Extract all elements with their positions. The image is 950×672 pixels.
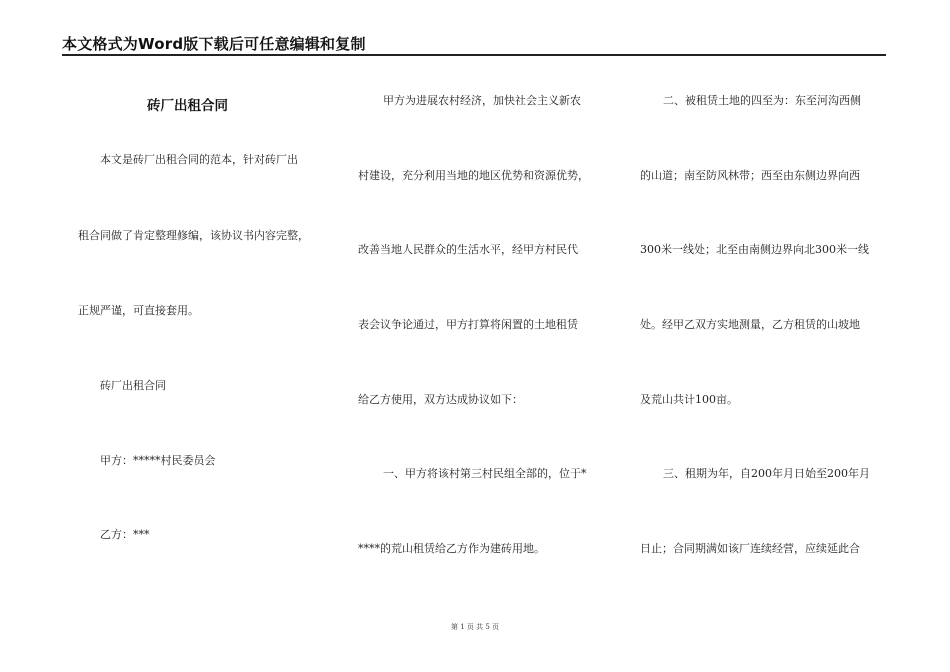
paragraph-line: 甲方为进展农村经济，加快社会主义新农: [383, 94, 581, 107]
paragraph-line: 300米一线处；北至由南侧边界向北300米一线: [640, 243, 869, 256]
paragraph-line: ****的荒山租赁给乙方作为建砖用地。: [358, 542, 545, 555]
paragraph-line: 的山道；南至防风林带；西至由东侧边界向西: [640, 169, 860, 182]
document-title: 砖厂出租合同: [147, 98, 228, 114]
party-b-line: 乙方：***: [100, 528, 150, 541]
paragraph-line: 租合同做了肯定整理修编，该协议书内容完整，: [78, 229, 309, 242]
paragraph-line: 村建设，充分利用当地的地区优势和资源优势，: [358, 169, 589, 182]
paragraph-line: 一、甲方将该村第三村民组全部的，位于*: [383, 467, 587, 480]
paragraph-line: 处。经甲乙双方实地测量，乙方租赁的山坡地: [640, 318, 860, 331]
paragraph-line: 二、被租赁土地的四至为：东至河沟西侧: [663, 94, 861, 107]
paragraph-line: 给乙方使用，双方达成协议如下：: [358, 393, 523, 406]
paragraph-line: 三、租期为年，自200年月日始至200年月: [663, 467, 870, 480]
page-number: 第 1 页 共 5 页: [450, 623, 500, 631]
header-divider: [62, 54, 886, 56]
paragraph-line: 日止；合同期满如该厂连续经营，应续延此合: [640, 542, 860, 555]
paragraph-line: 改善当地人民群众的生活水平，经甲方村民代: [358, 243, 578, 256]
document-header: 本文格式为Word版下载后可任意编辑和复制: [62, 35, 366, 53]
contract-heading: 砖厂出租合同: [100, 379, 166, 392]
paragraph-line: 表会议争论通过，甲方打算将闲置的土地租赁: [358, 318, 578, 331]
party-a-line: 甲方：*****村民委员会: [100, 454, 216, 467]
paragraph-line: 及荒山共计100亩。: [640, 393, 738, 406]
paragraph-line: 本文是砖厂出租合同的范本，针对砖厂出: [100, 153, 298, 166]
paragraph-line: 正规严谨，可直接套用。: [78, 304, 199, 317]
